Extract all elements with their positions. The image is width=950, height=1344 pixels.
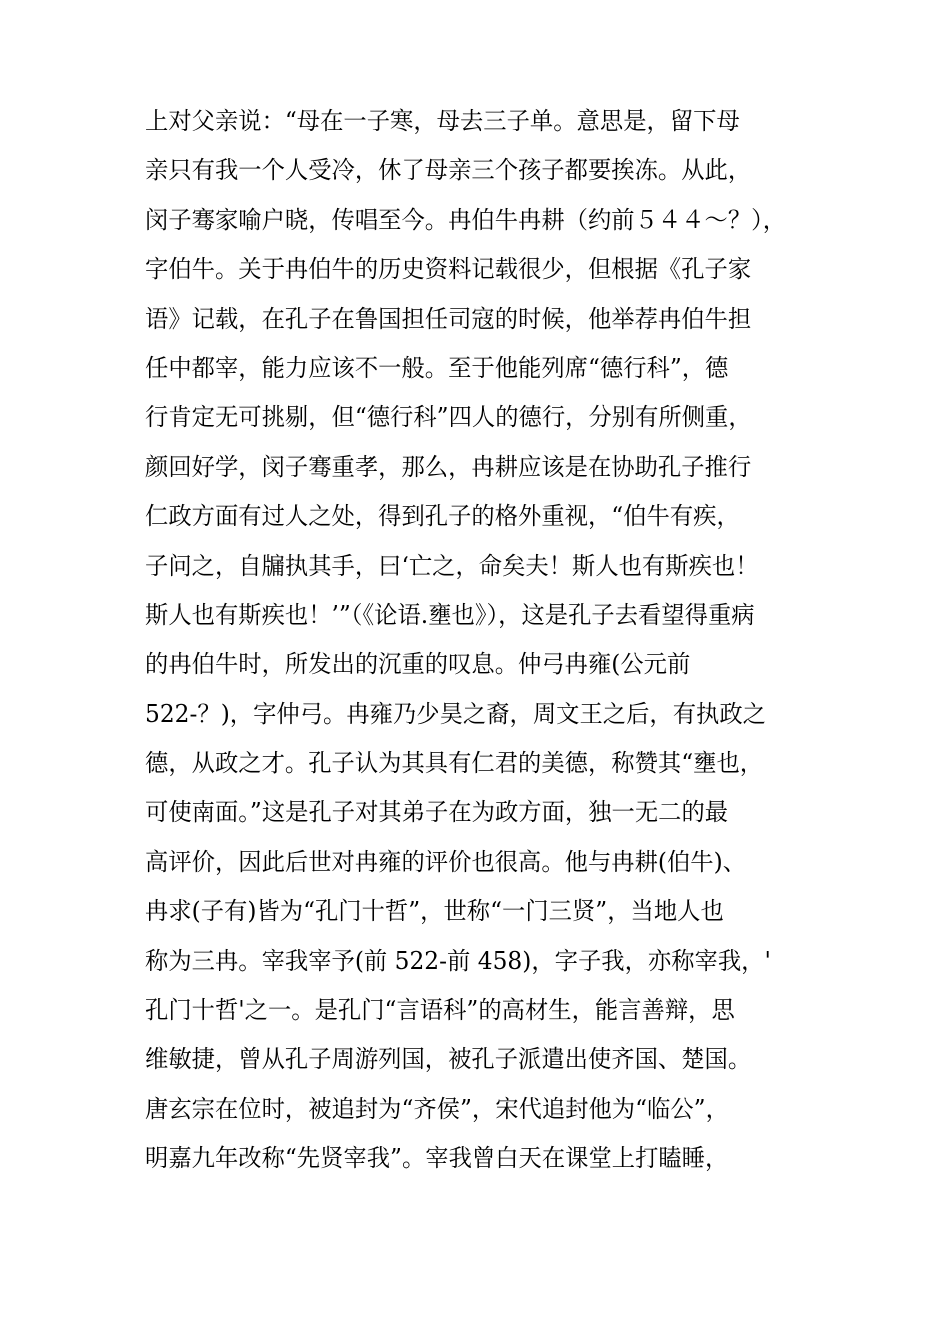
text-line: 称为三冉。宰我宰予(前 522-前 458)，字子我，亦称宰我，' [145,946,771,975]
text-line: 闵子骞家喻户晓，传唱至今。冉伯牛冉耕（约前５４４～？）， [145,205,787,234]
text-line: 颜回好学，闵子骞重孝，那么，冉耕应该是在协助孔子推行 [145,452,752,481]
body-text [145,97,845,1184]
text-line: 语》记载，在孔子在鲁国担任司寇的时候，他举荐冉伯牛担 [145,304,752,333]
text-line: 亲只有我一个人受冷，休了母亲三个孩子都要挨冻。从此， [145,156,752,185]
text-line: 任中都宰，能力应该不一般。至于他能列席“德行科”，德 [145,353,729,382]
text-line: 的冉伯牛时，所发出的沉重的叹息。仲弓冉雍(公元前 [145,650,691,679]
text-line: 子问之，自牖执其手，曰‘亡之，命矣夫！斯人也有斯疾也！ [145,551,759,580]
text-line: 斯人也有斯疾也！’”（《论语.壅也》），这是孔子去看望得重病 [145,600,755,629]
text-line: 522-？)，字仲弓。冉雍乃少昊之裔，周文王之后，有执政之 [145,699,766,728]
text-line: 维敏捷，曾从孔子周游列国，被孔子派遣出使齐国、楚国。 [145,1045,752,1074]
text-line: 高评价，因此后世对冉雍的评价也很高。他与冉耕(伯牛)、 [145,847,747,876]
text-line: 明嘉九年改称“先贤宰我”。宰我曾白天在课堂上打瞌睡， [145,1144,729,1173]
text-line: 可使南面。”这是孔子对其弟子在为政方面，独一无二的最 [145,798,729,827]
text-line: 字伯牛。关于冉伯牛的历史资料记载很少，但根据《孔子家 [145,255,752,284]
text-line: 仁政方面有过人之处，得到孔子的格外重视，“伯牛有疾， [145,502,740,531]
text-line: 德，从政之才。孔子认为其具有仁君的美德，称赞其“壅也， [145,749,764,778]
text-line: 唐玄宗在位时，被追封为“齐侯”，宋代追封他为“临公”， [145,1094,729,1123]
text-line: 上对父亲说：“母在一子寒，母去三子单。意思是，留下母 [145,107,740,135]
text-line: 冉求(子有)皆为“孔门十哲”，世称“一门三贤”，当地人也 [145,897,724,926]
text-line: 行肯定无可挑剔，但“德行科”四人的德行，分别有所侧重， [145,403,752,432]
text-line: 孔门十哲'之一。是孔门“言语科”的高材生，能言善辩，思 [145,996,735,1025]
